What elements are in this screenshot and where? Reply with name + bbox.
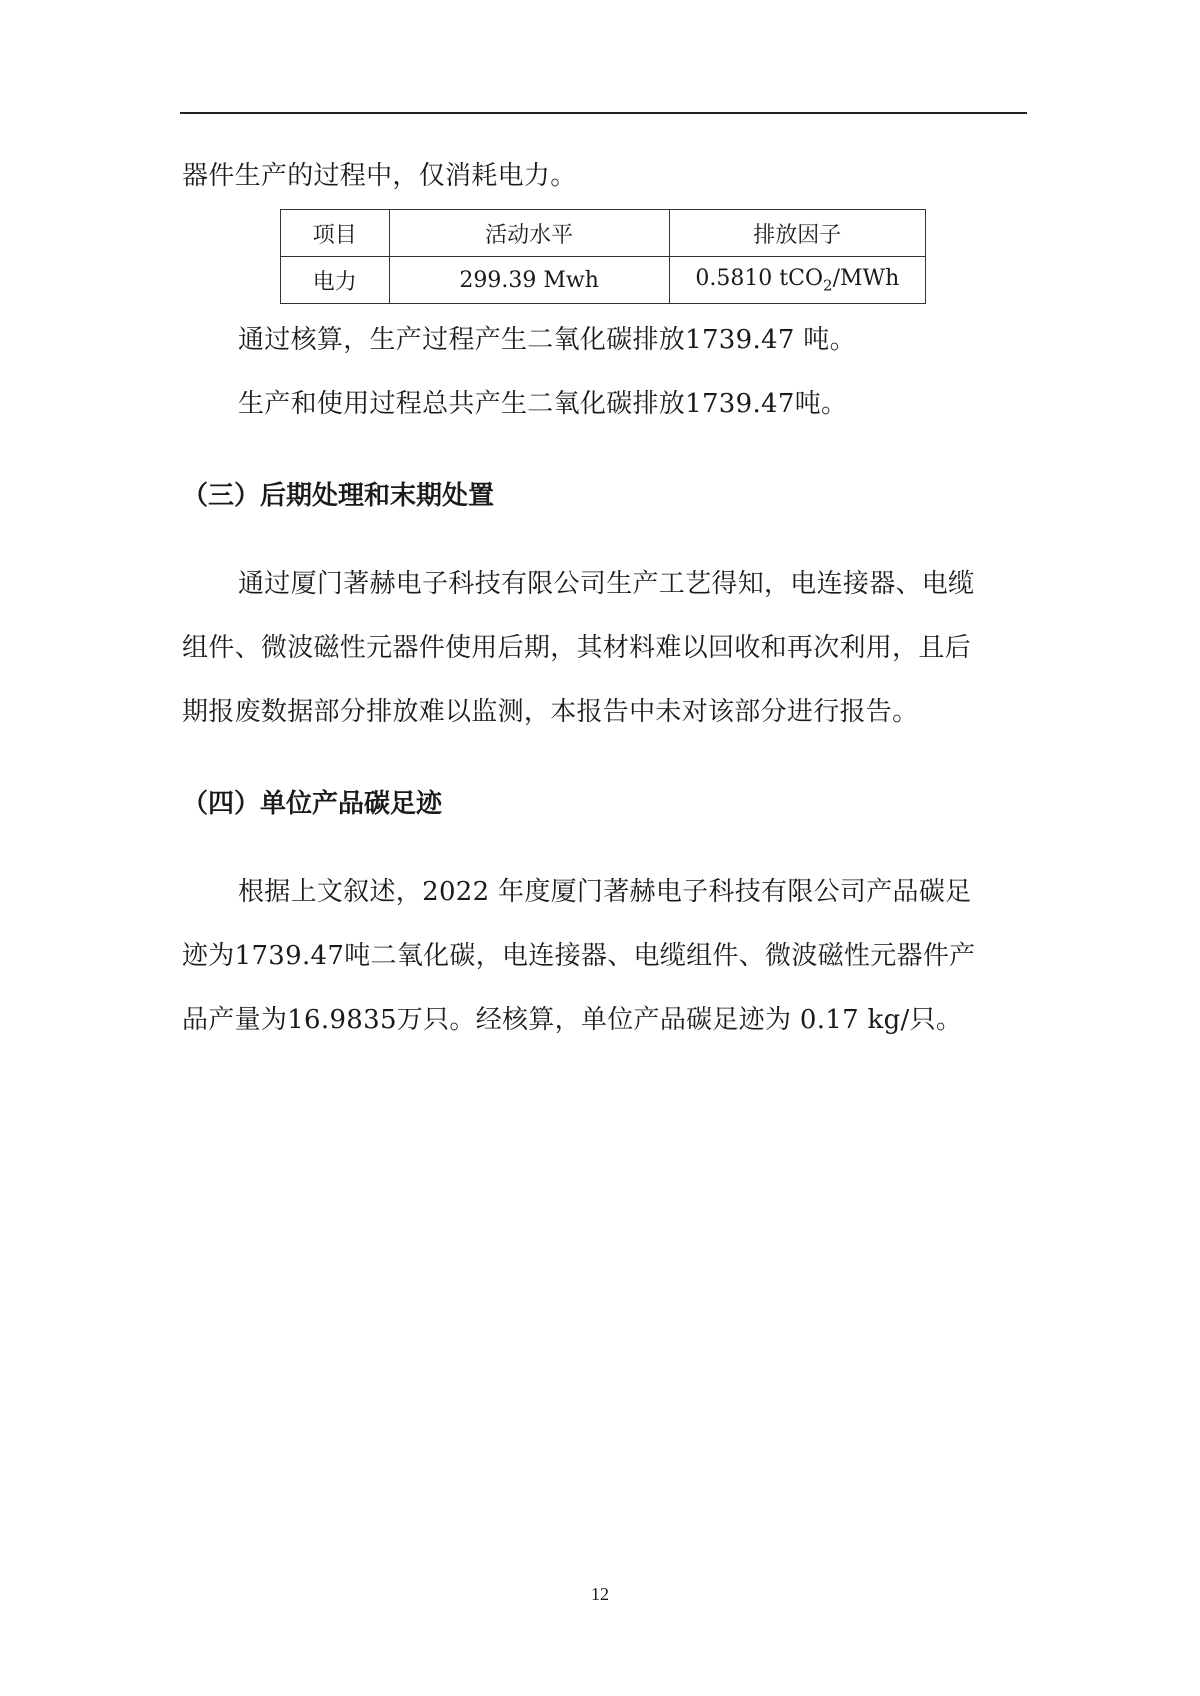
para-total: 生产和使用过程总共产生二氧化碳排放1739.47吨。: [238, 389, 848, 419]
section4-line-3: 品产量为16.9835万只。经核算，单位产品碳足迹为 0.17 kg/只。: [182, 1005, 963, 1035]
header-rule: [180, 112, 1027, 114]
table-cell-activity: 299.39 Mwh: [389, 257, 669, 304]
table-cell-item: 电力: [281, 257, 390, 304]
table-cell-factor: [669, 257, 925, 304]
table-header-activity: 活动水平: [389, 210, 669, 257]
table-header-item: 项目: [281, 210, 390, 257]
emission-table: [280, 209, 926, 304]
section3-heading: （三）后期处理和末期处置: [182, 481, 495, 511]
table-header-row: [281, 210, 926, 257]
section3-line-3: 期报废数据部分排放难以监测，本报告中未对该部分进行报告。: [182, 697, 919, 727]
factor-suffix: /MWh: [832, 265, 900, 291]
factor-subscript: 2: [823, 276, 833, 295]
section3-line-1: 通过厦门著赫电子科技有限公司生产工艺得知，电连接器、电缆: [238, 569, 975, 599]
intro-line: 器件生产的过程中，仅消耗电力。: [182, 161, 577, 191]
para-calc: 通过核算，生产过程产生二氧化碳排放1739.47 吨。: [238, 325, 856, 355]
section4-heading: （四）单位产品碳足迹: [182, 789, 443, 819]
table-header-factor: 排放因子: [669, 210, 925, 257]
section3-line-2: 组件、微波磁性元器件使用后期，其材料难以回收和再次利用，且后: [182, 633, 972, 663]
table-row: [281, 257, 926, 304]
factor-prefix: 0.5810 tCO: [695, 265, 824, 291]
section4-line-1: 根据上文叙述，2022 年度厦门著赫电子科技有限公司产品碳足: [238, 877, 972, 907]
page-number: 12: [591, 1584, 609, 1604]
section4-line-2: 迹为1739.47吨二氧化碳，电连接器、电缆组件、微波磁性元器件产: [182, 941, 976, 971]
